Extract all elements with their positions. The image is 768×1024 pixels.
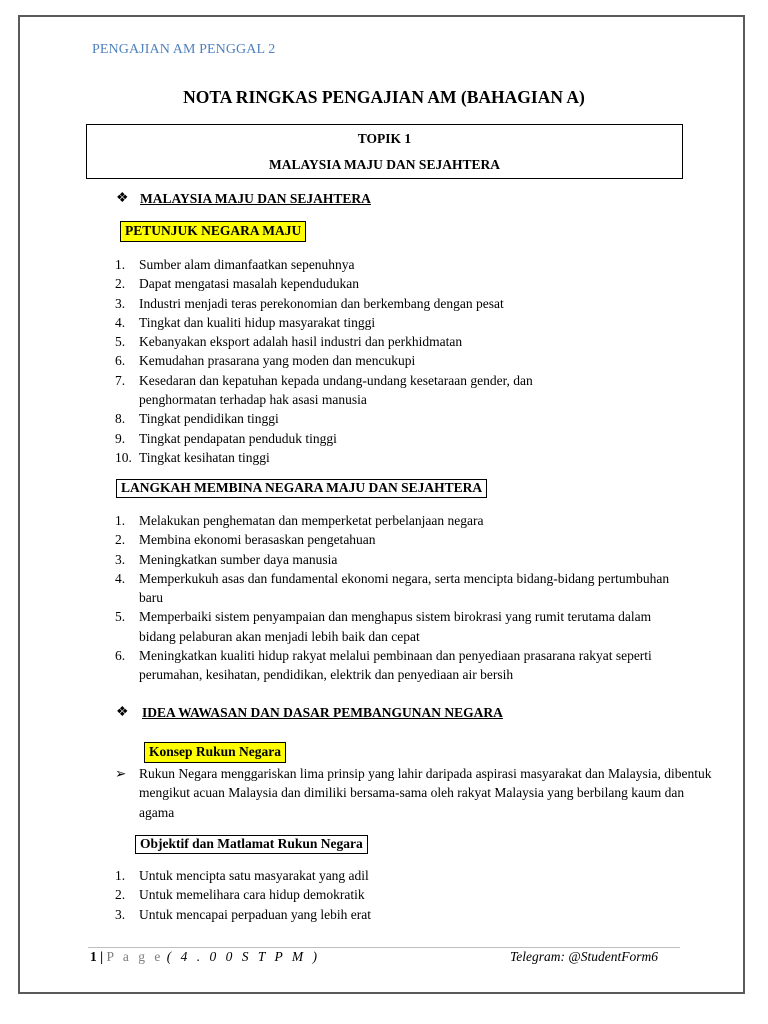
course-code: ( 4 . 0 0 S T P M ) xyxy=(166,949,320,964)
list-item: 2. Dapat mengatasi masalah kependudukan xyxy=(115,276,360,292)
page-word: P a g e xyxy=(106,949,164,964)
rukun-negara-description xyxy=(115,764,715,822)
document-title: NOTA RINGKAS PENGAJIAN AM (BAHAGIAN A) xyxy=(183,87,585,107)
diamond-bullet-icon: ❖ xyxy=(116,191,129,206)
diamond-bullet-icon: ❖ xyxy=(116,705,129,720)
list-item: 4. Memperkukuh asas dan fundamental ekonomi negara, serta mencipta bidang-bidang pertumbuhan baru xyxy=(115,570,670,606)
list-langkah xyxy=(115,511,670,685)
list-item: 1. Melakukan penghematan dan memperketat perbelanjaan negara xyxy=(115,513,484,528)
list-item: 2. Membina ekonomi berasaskan pengetahuan xyxy=(115,532,376,548)
subheading-objektif-matlamat: Objektif dan Matlamat Rukun Negara xyxy=(135,835,368,854)
subheading-konsep-rukun-negara: Konsep Rukun Negara xyxy=(144,742,286,763)
footer-divider xyxy=(88,947,680,948)
page-number: 1 xyxy=(90,949,97,964)
topic-number: TOPIK 1 xyxy=(357,131,412,146)
subheading-petunjuk-negara-maju: PETUNJUK NEGARA MAJU xyxy=(120,221,306,242)
list-item: 1. Sumber alam dimanfaatkan sepenuhnya xyxy=(115,257,355,272)
list-petunjuk xyxy=(115,255,595,467)
list-item: 5. Kebanyakan eksport adalah hasil industri dan perkhidmatan xyxy=(115,334,463,350)
list-item: 3. Untuk mencapai perpaduan yang lebih erat xyxy=(115,906,372,922)
list-item: 10. Tingkat kesihatan tinggi xyxy=(115,449,270,465)
section-heading-malaysia-maju: MALAYSIA MAJU DAN SEJAHTERA xyxy=(140,191,371,206)
section-heading-idea-wawasan: IDEA WAWASAN DAN DASAR PEMBANGUNAN NEGARA xyxy=(142,705,503,720)
list-item: 8. Tingkat pendidikan tinggi xyxy=(115,411,279,427)
list-item: 1. Untuk mencipta satu masyarakat yang adil xyxy=(115,868,369,883)
arrow-bullet-icon: ➢ xyxy=(115,766,127,781)
list-item: 7. Kesedaran dan kepatuhan kepada undang-undang kesetaraan gender, dan penghormatan terhadap hak asasi manusia xyxy=(115,372,533,408)
footer-page-info xyxy=(90,949,320,965)
list-item: 3. Industri menjadi teras perekonomian dan berkembang dengan pesat xyxy=(115,295,504,311)
list-item: 2. Untuk memelihara cara hidup demokratik xyxy=(115,887,365,903)
list-objektif xyxy=(115,866,595,924)
description-text: Rukun Negara menggariskan lima prinsip yang lahir daripada aspirasi masyarakat dan Malaysia, dibentuk mengikut acuan Malaysia dan dimiliki bersama-sama oleh rakyat Malaysia yang berbilang kaum dan agama xyxy=(139,766,712,820)
list-item: 5. Memperbaiki sistem penyampaian dan menghapus sistem birokrasi yang rumit terutama dalam bidang pelaburan akan menjadi lebih baik dan cepat xyxy=(115,609,652,644)
list-item: 6. Kemudahan prasarana yang moden dan mencukupi xyxy=(115,353,416,369)
list-item: 9. Tingkat pendapatan penduduk tinggi xyxy=(115,430,337,446)
topic-box xyxy=(86,124,683,179)
footer-telegram: Telegram: @StudentForm6 xyxy=(510,949,659,964)
topic-title: MALAYSIA MAJU DAN SEJAHTERA xyxy=(269,157,500,172)
page-header: PENGAJIAN AM PENGGAL 2 xyxy=(92,42,276,57)
list-item: 3. Meningkatkan sumber daya manusia xyxy=(115,551,338,567)
list-item: 4. Tingkat dan kualiti hidup masyarakat tinggi xyxy=(115,314,376,330)
footer-separator: | xyxy=(100,949,104,964)
subheading-langkah-membina: LANGKAH MEMBINA NEGARA MAJU DAN SEJAHTERA xyxy=(116,479,487,498)
list-item: 6. Meningkatkan kualiti hidup rakyat melalui pembinaan dan penyediaan prasarana rakyat seperti perumahan, kesihatan, pendidikan, elektrik dan penyediaan air bersih xyxy=(115,648,652,683)
